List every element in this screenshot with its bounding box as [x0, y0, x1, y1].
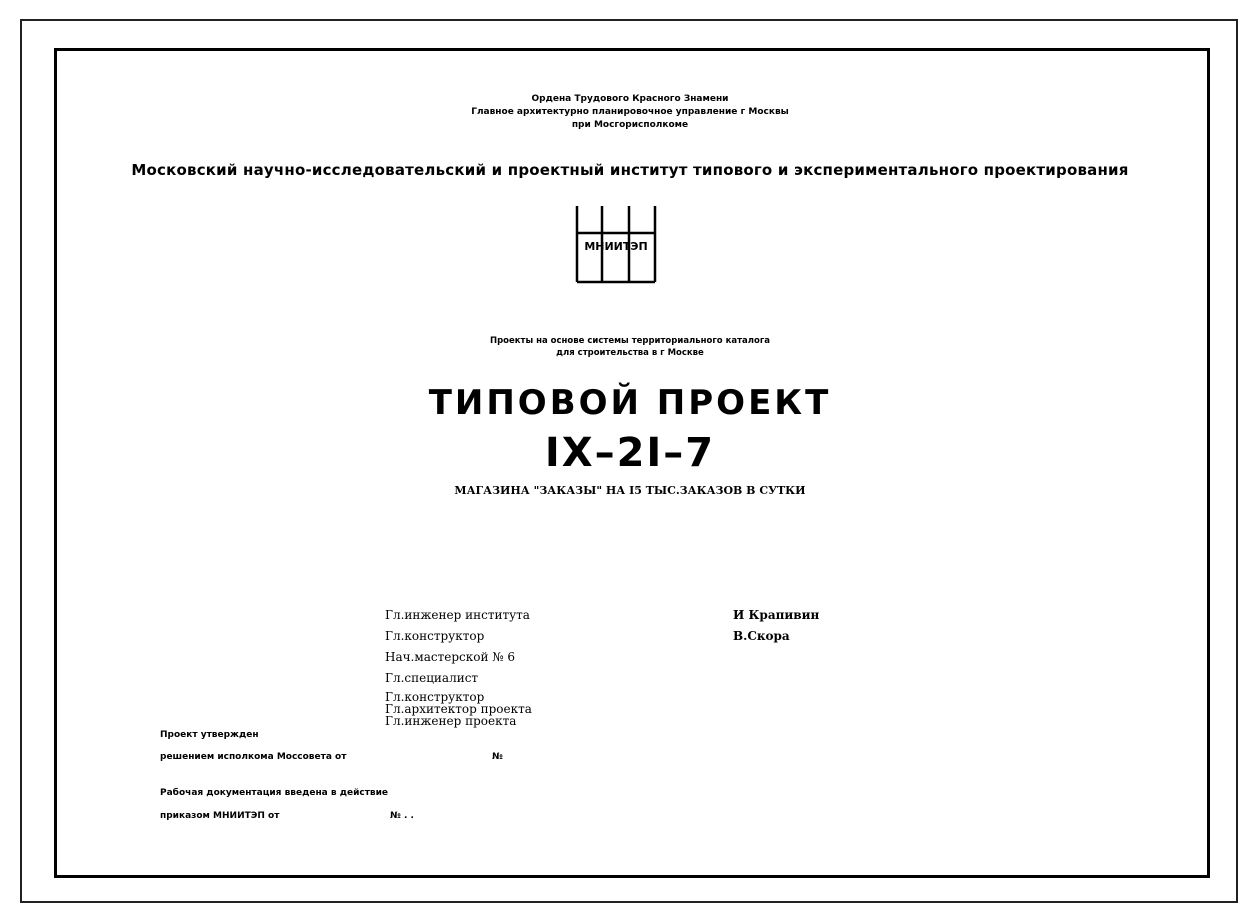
project-code: IX–2I–7	[544, 430, 716, 476]
order-line: приказом МНИИТЭП от	[160, 811, 280, 821]
workdoc-label: Рабочая документация введена в действие	[160, 788, 389, 798]
catalog-line-2: для строительства в г Москве	[556, 348, 704, 358]
institute-name: Московский научно-исследовательский и проектный институт типового и экспериментального проектирования	[131, 161, 1129, 179]
logo-graphic	[575, 204, 657, 284]
institute-logo	[575, 204, 657, 284]
project-subtitle: МАГАЗИНА "ЗАКАЗЫ" НА I5 ТЫС.ЗАКАЗОВ В СУТКИ	[454, 484, 806, 497]
decision-number: №	[492, 752, 503, 762]
org-line-1: Ордена Трудового Красного Знамени	[531, 94, 729, 104]
org-line-3: при Мосгорисполкоме	[571, 120, 689, 130]
signatory-name-1: И Крапивин	[733, 608, 820, 622]
role-chief-specialist: Гл.специалист	[385, 671, 479, 685]
role-chief-constructor: Гл.конструктор	[385, 629, 485, 643]
role-chief-engineer-project: Гл.инженер проекта	[385, 714, 517, 728]
project-title: ТИПОВОЙ ПРОЕКТ	[428, 383, 832, 423]
role-chief-constructor-2: Гл.конструктор	[385, 690, 485, 704]
org-line-2: Главное архитектурно планировочное управление г Москвы	[471, 107, 789, 117]
logo-text: МНИИТЭП	[584, 240, 648, 253]
role-chief-architect-project: Гл.архитектор проекта	[385, 702, 532, 716]
order-number: № . .	[390, 811, 414, 821]
catalog-line-1: Проекты на основе системы территориального каталога	[489, 336, 771, 346]
role-workshop-head: Нач.мастерской № 6	[385, 650, 516, 664]
role-chief-engineer-institute: Гл.инженер института	[385, 608, 530, 622]
signatory-name-2: В.Скора	[733, 629, 790, 643]
decision-line: решением исполкома Моссовета от	[160, 752, 347, 762]
approved-label: Проект утвержден	[160, 730, 259, 740]
